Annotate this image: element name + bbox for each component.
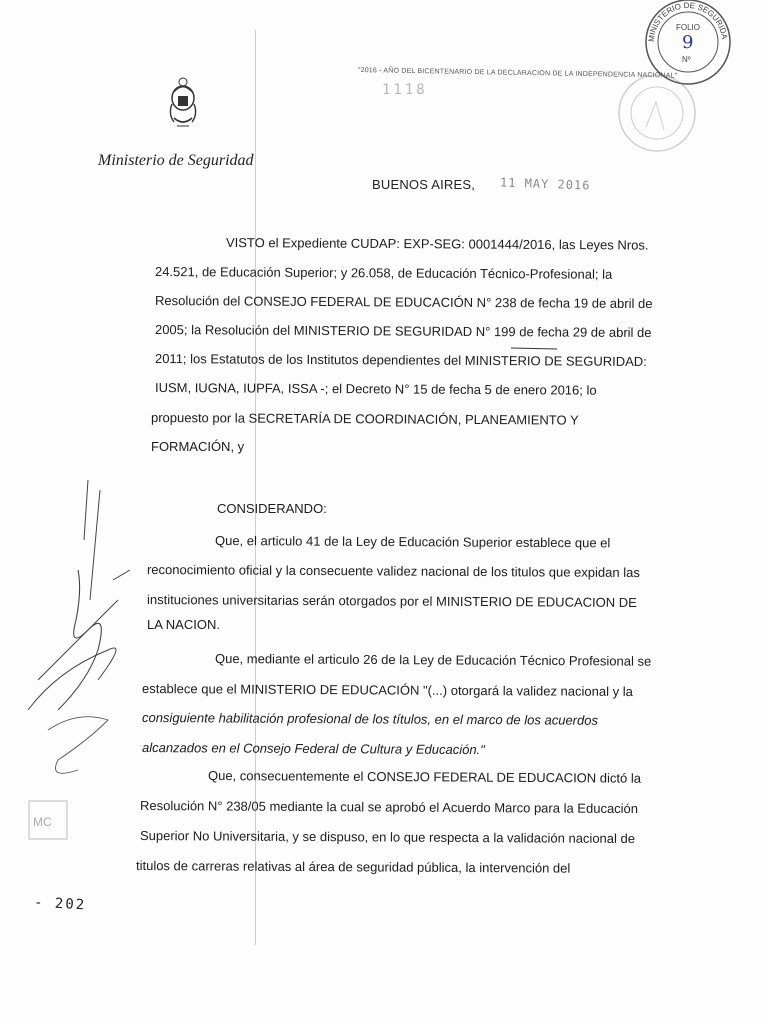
page-number: - 202 bbox=[33, 894, 87, 914]
folio-suffix: Nº bbox=[682, 55, 691, 64]
body-line: titulos de carreras relativas al área de seguridad pública, la intervención del bbox=[135, 858, 571, 876]
date-stamp: 11 MAY 2016 bbox=[499, 175, 591, 193]
folio-number: 9 bbox=[682, 32, 694, 53]
body-line: reconocimiento oficial y la consecuente validez nacional de los titulos que expidan las bbox=[146, 562, 640, 581]
body-line: establece que el MINISTERIO DE EDUCACIÓN "(...) otorgará la validez nacional y la bbox=[141, 681, 633, 699]
body-line: Resolución N° 238/05 mediante la cual se aprobó el Acuerdo Marco para la Educación bbox=[139, 798, 639, 817]
body-line: alcanzados en el Consejo Federal de Cultura y Educación." bbox=[141, 740, 485, 758]
document-number: 1118 bbox=[382, 82, 428, 98]
body-line: instituciones universitarias serán otorgados por el MINISTERIO DE EDUCACION DE bbox=[146, 592, 637, 610]
body-line: 2011; los Estatutos de los Institutos dependientes del MINISTERIO DE SEGURIDAD: bbox=[154, 351, 647, 370]
body-line: Que, el articulo 41 de la Ley de Educación Superior establece que el bbox=[214, 533, 611, 551]
coat-of-arms-icon bbox=[164, 74, 202, 146]
faint-stamp-icon bbox=[616, 72, 698, 154]
body-line: propuesto por la SECRETARÍA DE COORDINACIÓN, PLANEAMIENTO Y bbox=[150, 410, 579, 428]
body-line: consiguiente habilitación profesional de los títulos, en el marco de los acuerdos bbox=[141, 710, 599, 728]
margin-box-text: MC bbox=[33, 815, 52, 829]
ministry-name: Ministerio de Seguridad bbox=[98, 152, 254, 169]
body-line: Que, mediante el articulo 26 de la Ley de Educación Técnico Profesional se bbox=[214, 651, 652, 669]
body-line: IUSM, IUGNA, IUPFA, ISSA -; el Decreto N° 15 de fecha 5 de enero 2016; lo bbox=[154, 380, 597, 398]
body-line: 2005; la Resolución del MINISTERIO DE SEGURIDAD N° 199 de fecha 29 de abril de bbox=[154, 322, 652, 341]
margin-stamp bbox=[28, 800, 68, 840]
handwritten-signature bbox=[18, 480, 138, 800]
body-line: FORMACIÓN, y bbox=[151, 439, 245, 454]
body-line: LA NACION. bbox=[147, 617, 220, 632]
body-line: VISTO el Expediente CUDAP: EXP-SEG: 0001444/2016, las Leyes Nros. bbox=[225, 235, 649, 253]
folio-label: FOLIO bbox=[676, 23, 701, 32]
body-line: 24.521, de Educación Superior; y 26.058, de Educación Técnico-Profesional; la bbox=[154, 264, 613, 282]
place-label: BUENOS AIRES, bbox=[372, 177, 476, 192]
section-title: CONSIDERANDO: bbox=[217, 501, 327, 516]
body-line: Resolución del CONSEJO FEDERAL DE EDUCACIÓN N° 238 de fecha 19 de abril de bbox=[154, 293, 653, 312]
header-motto: "2016 - AÑO DEL BICENTENARIO DE LA DECLARACION DE LA INDEPENDENCIA NACIONAL" bbox=[357, 67, 678, 80]
underline-mark bbox=[511, 347, 557, 349]
folio-ring-text: MINISTERIO DE SEGURIDA bbox=[646, 0, 729, 43]
body-line: Que, consecuentemente el CONSEJO FEDERAL DE EDUCACION dictó la bbox=[207, 768, 642, 786]
body-line: Superior No Universitaria, y se dispuso, en lo que respecta a la validación nacional de bbox=[139, 828, 636, 847]
